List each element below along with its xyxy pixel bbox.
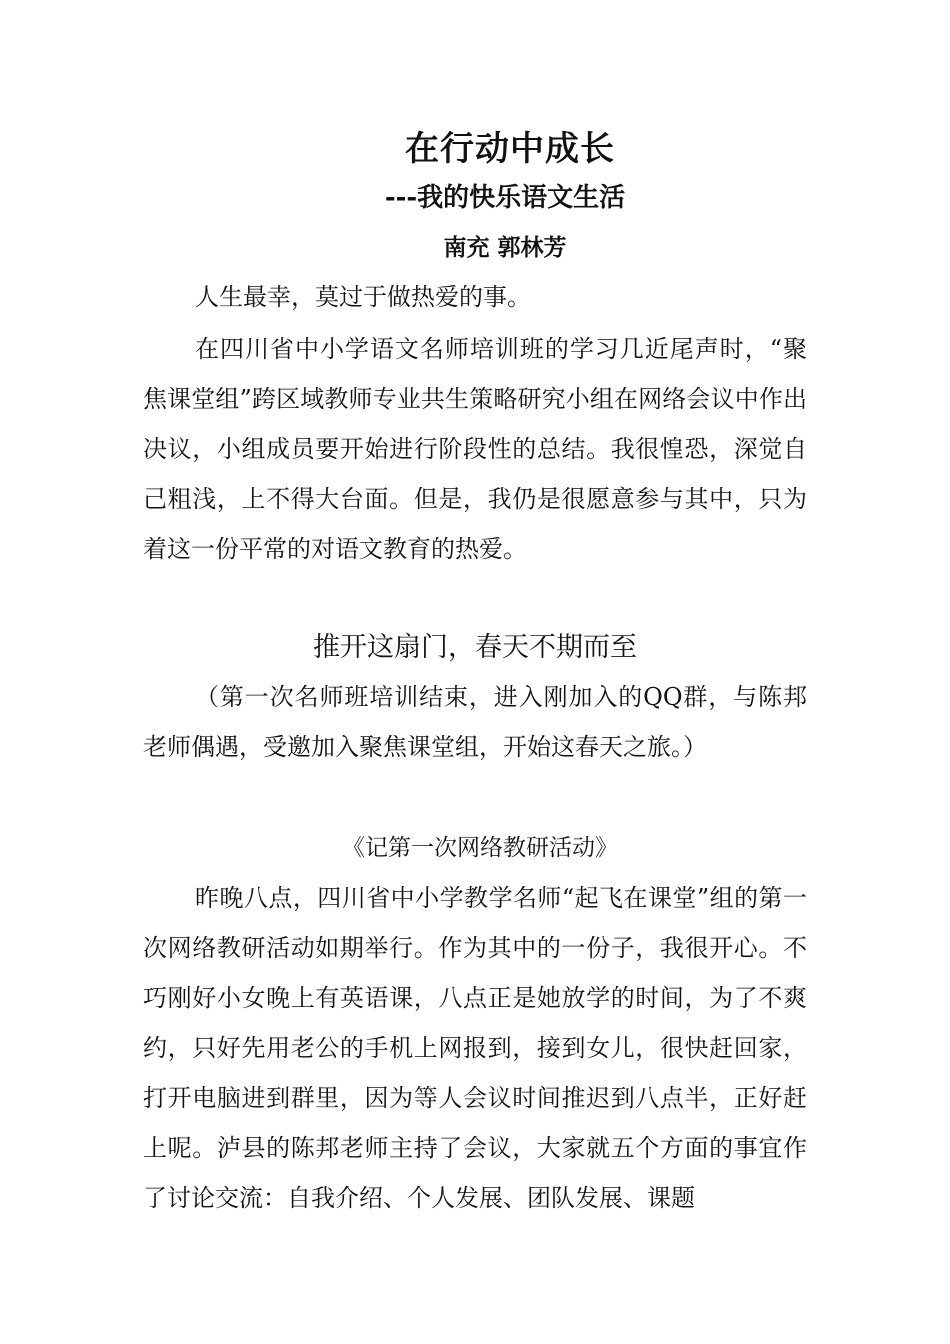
paragraph-background: 在四川省中小学语文名师培训班的学习几近尾声时，“聚焦课堂组”跨区域教师专业共生策略研究小组在网络会议中作出决议，小组成员要开始进行阶段性的总结。我很惶恐，深觉自己粗浅，上不得大台面。但是，我仍是很愿意参与其中，只为着这一份平常的对语文教育的热爱。 <box>143 335 807 563</box>
document-subtitle: ---我的快乐语文生活 <box>384 183 626 213</box>
section-title: 推开这扇门，春天不期而至 <box>313 632 637 663</box>
document-author: 南充 郭林芳 <box>443 234 567 261</box>
section-note: （第一次名师班培训结束，进入刚加入的QQ群，与陈邦老师偶遇，受邀加入聚焦课堂组，开始这春天之旅。） <box>143 683 807 761</box>
article-title: 《记第一次网络教研活动》 <box>342 835 618 861</box>
paragraph-intro: 人生最幸，莫过于做热爱的事。 <box>195 283 531 311</box>
article-body: 昨晚八点，四川省中小学教学名师“起飞在课堂”组的第一次网络教研活动如期举行。作为其中的一份子，我很开心。不巧刚好小女晚上有英语课，八点正是她放学的时间，为了不爽约，只好先用老公的手机上网报到，接到女儿，很快赶回家，打开电脑进到群里，因为等人会议时间推迟到八点半，正好赶上呢。泸县的陈邦老师主持了会议，大家就五个方面的事宜作了讨论交流：自我介绍、个人发展、团队发展、课题 <box>143 884 807 1212</box>
document-title: 在行动中成长 <box>405 129 615 169</box>
